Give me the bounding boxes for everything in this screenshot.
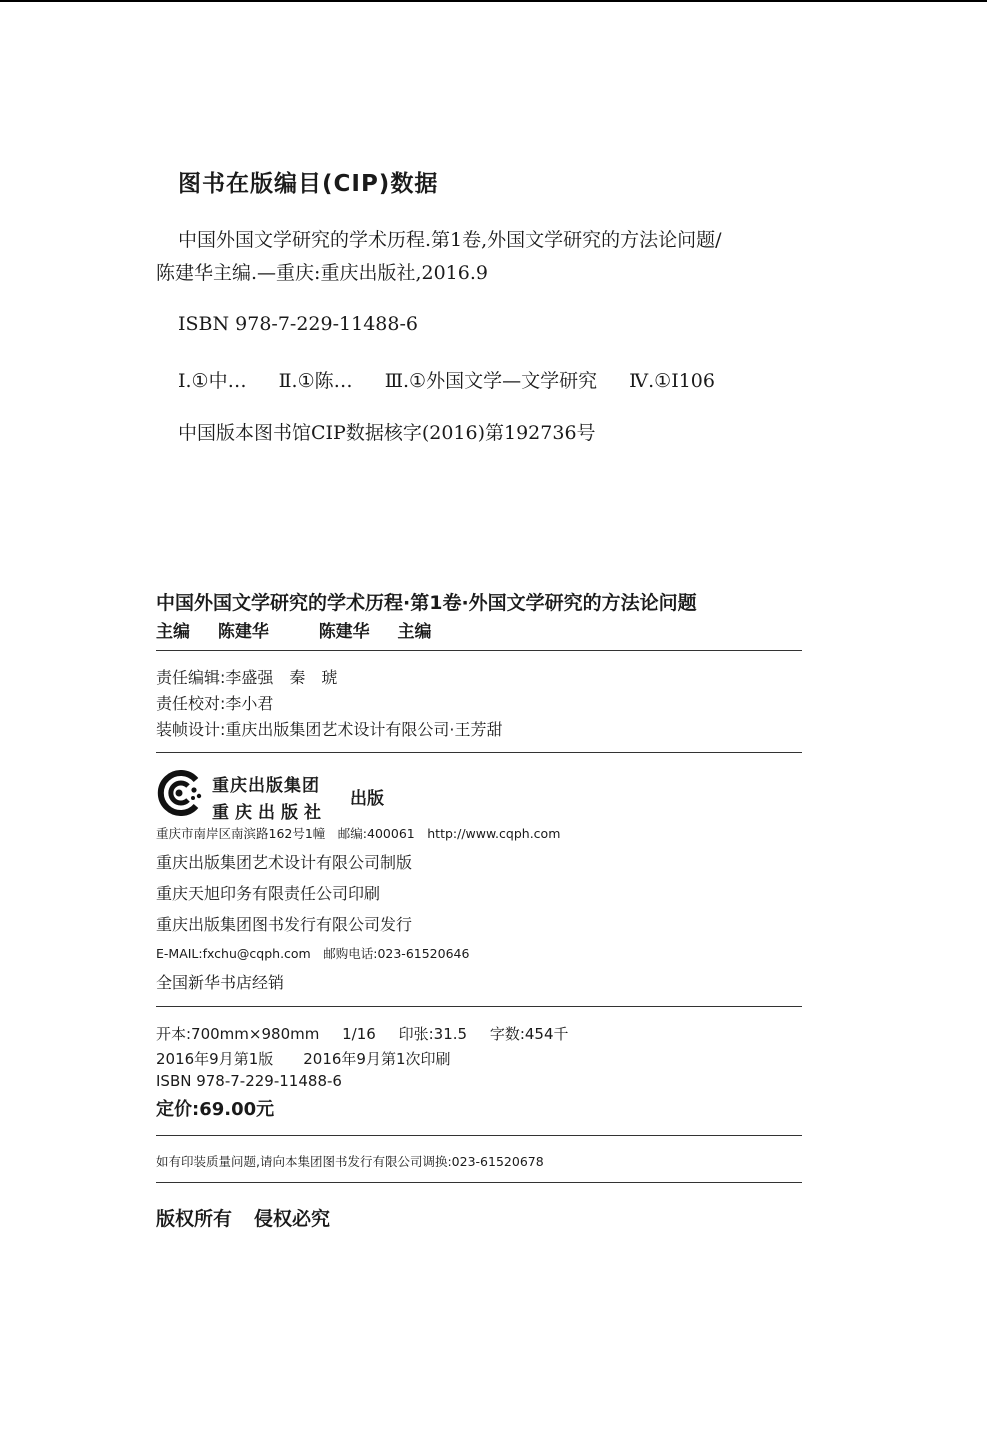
colophon-isbn: ISBN 978-7-229-11488-6 — [156, 1072, 342, 1090]
divider-3 — [156, 1006, 802, 1007]
publisher-house: 重庆出版社 — [212, 803, 327, 823]
editor-line — [156, 617, 432, 642]
publisher-address: 重庆市南岸区南滨路162号1幢 邮编:400061 http://www.cqph.com — [156, 826, 561, 841]
cip-isbn: ISBN 978-7-229-11488-6 — [178, 313, 418, 335]
cip-classification — [178, 366, 741, 393]
divider-1 — [156, 650, 802, 651]
edition-info: 2016年9月第1版 2016年9月第1次印刷 — [156, 1050, 451, 1068]
copyright-notice — [156, 1204, 330, 1231]
divider-2 — [156, 752, 802, 753]
volume-editor-name: 陈建华 — [318, 622, 370, 642]
cip-entry-line-2: 陈建华主编.—重庆:重庆出版社,2016.9 — [156, 262, 488, 284]
volume-editor-label: 主编 — [397, 622, 432, 642]
spec-folio: 1/16 — [342, 1025, 376, 1043]
class-item-2: Ⅱ.①陈… — [278, 370, 353, 392]
spec-format: 开本:700mm×980mm — [156, 1025, 320, 1043]
class-item-4: Ⅳ.①I106 — [629, 370, 715, 392]
book-title: 中国外国文学研究的学术历程·第1卷·外国文学研究的方法论问题 — [156, 592, 697, 614]
publisher-logo-icon — [156, 770, 202, 816]
sales: 全国新华书店经销 — [156, 973, 285, 992]
publisher-group: 重庆出版集团 — [212, 776, 320, 796]
cip-entry-line-1: 中国外国文学研究的学术历程.第1卷,外国文学研究的方法论问题/ — [178, 229, 722, 251]
spec-wordcount: 字数:454千 — [489, 1025, 569, 1043]
publisher-suffix: 出版 — [350, 789, 384, 809]
divider-5 — [156, 1182, 802, 1183]
book-spec — [156, 1023, 587, 1044]
cover-designer: 装帧设计:重庆出版集团艺术设计有限公司·王芳甜 — [156, 720, 503, 739]
contact: E-MAIL:fxchu@cqph.com 邮购电话:023-61520646 — [156, 946, 470, 961]
responsible-editor: 责任编辑:李盛强 秦 琥 — [156, 668, 338, 687]
rights-reserved: 版权所有 — [156, 1208, 233, 1230]
distribution: 重庆出版集团图书发行有限公司发行 — [156, 915, 413, 934]
price: 定价:69.00元 — [156, 1099, 275, 1120]
printing: 重庆天旭印务有限责任公司印刷 — [156, 884, 381, 903]
class-item-3: Ⅲ.①外国文学—文学研究 — [384, 370, 598, 392]
cip-number: 中国版本图书馆CIP数据核字(2016)第192736号 — [178, 422, 596, 444]
editor-name: 陈建华 — [217, 622, 269, 642]
divider-4 — [156, 1135, 802, 1136]
spec-sheets: 印张:31.5 — [398, 1025, 468, 1043]
plate-making: 重庆出版集团艺术设计有限公司制版 — [156, 853, 413, 872]
class-item-1: Ⅰ.①中… — [178, 370, 247, 392]
editor-label: 主编 — [156, 622, 190, 642]
proofreader: 责任校对:李小君 — [156, 694, 274, 713]
cip-heading: 图书在版编目(CIP)数据 — [178, 171, 439, 197]
infringement-notice: 侵权必究 — [254, 1208, 331, 1230]
quality-notice: 如有印装质量问题,请向本集团图书发行有限公司调换:023-61520678 — [156, 1154, 544, 1169]
top-border — [0, 0, 987, 2]
